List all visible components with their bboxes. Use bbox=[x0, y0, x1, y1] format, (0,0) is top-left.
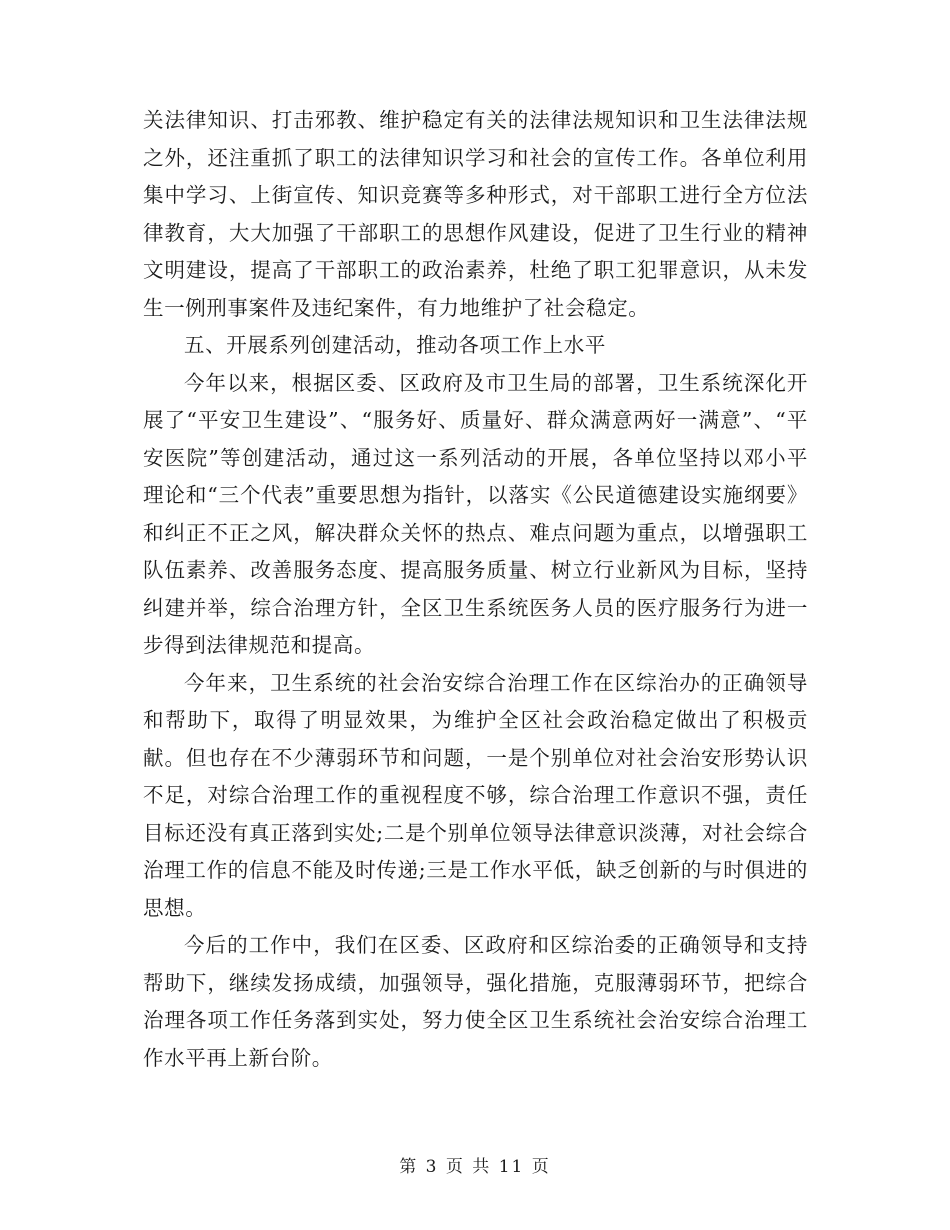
paragraph: 今后的工作中，我们在区委、区政府和区综治委的正确领导和支持帮助下，继续发扬成绩，加强领导，强化措施，克服薄弱环节，把综合治理各项工作任务落到实处，努力使全区卫生系统社会治安综合治理工作水平再上新台阶。 bbox=[143, 933, 808, 1070]
paragraph: 今年来，卫生系统的社会治安综合治理工作在区综治办的正确领导和帮助下，取得了明显效果，为维护全区社会政治稳定做出了积极贡献。但也存在不少薄弱环节和问题，一是个别单位对社会治安形势认识不足，对综合治理工作的重视程度不够，综合治理工作意识不强，责任目标还没有真正落到实处;二是个别单位领导法律意识淡薄，对社会综合治理工作的信息不能及时传递;三是工作水平低，缺乏创新的与时俱进的思想。 bbox=[143, 670, 808, 920]
paragraph: 今年以来，根据区委、区政府及市卫生局的部署，卫生系统深化开展了“平安卫生建设”、“服务好、质量好、群众满意两好一满意”、“平安医院”等创建活动，通过这一系列活动的开展，各单位坚持以邓小平理论和“三个代表”重要思想为指针，以落实《公民道德建设实施纲要》和纠正不正之风，解决群众关怀的热点、难点问题为重点，以增强职工队伍素养、改善服务态度、提高服务质量、树立行业新风为目标，坚持纠建并举，综合治理方针，全区卫生系统医务人员的医疗服务行为进一步得到法律规范和提高。 bbox=[143, 370, 808, 657]
page-number-footer: 第 3 页 共 11 页 bbox=[399, 1157, 551, 1177]
section-heading: 五、开展系列创建活动，推动各项工作上水平 bbox=[184, 333, 606, 357]
paragraph-continuation: 关法律知识、打击邪教、维护稳定有关的法律法规知识和卫生法律法规之外，还注重抓了职工的法律知识学习和社会的宣传工作。各单位利用集中学习、上街宣传、知识竞赛等多种形式，对干部职工进行全方位法律教育，大大加强了干部职工的思想作风建设，促进了卫生行业的精神文明建设，提高了干部职工的政治素养，杜绝了职工犯罪意识，从未发生一例刑事案件及违纪案件，有力地维护了社会稳定。 bbox=[143, 108, 808, 320]
document-body bbox=[143, 102, 808, 1077]
